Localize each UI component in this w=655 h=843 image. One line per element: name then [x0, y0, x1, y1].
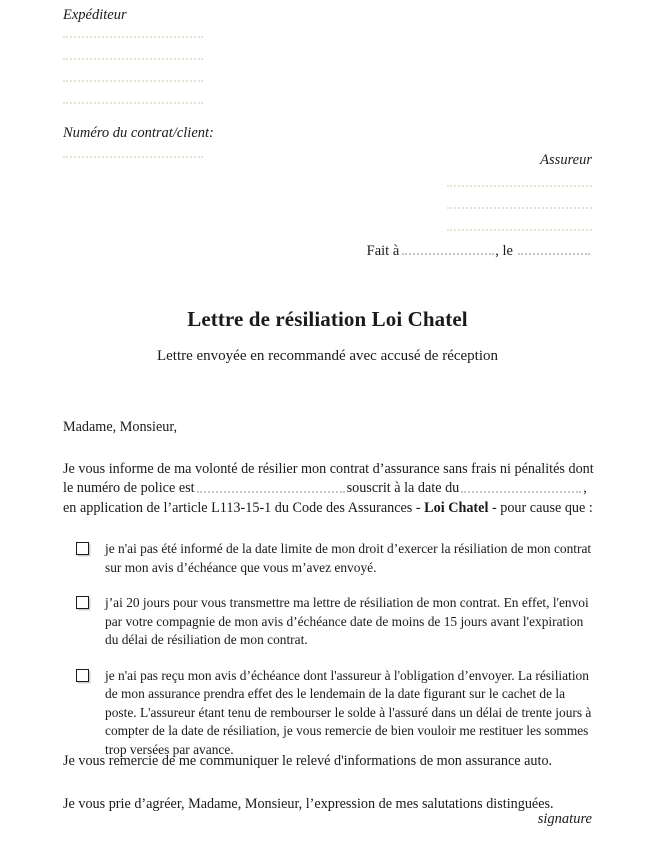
checkbox-icon[interactable] [76, 542, 89, 555]
option-label-1: je n'ai pas été informé de la date limite de mon droit d’exercer la résiliation de mon contrat sur mon avis d’échéance que vous m’avez envoyé. [105, 541, 592, 575]
intro-text-part-3: , [583, 480, 587, 496]
subscription-date-blank[interactable] [461, 480, 581, 493]
police-number-blank[interactable] [197, 480, 345, 493]
option-label-3: je n'ai pas reçu mon avis d’échéance dont l'assureur à l'obligation d’envoyer. La résiliation de mon assurance prendra effet des le lendemain de la date figurant sur le cachet de la poste. L'assureur étant tenu de rembourser le solde à l'assuré dans un délai de trente jours à compter de la date de résiliation, je vous remercie de bien vouloir me restituer les sommes trop versées par avance. [105, 667, 592, 757]
intro-text-part-1: Je vous informe de ma volonté de résilier mon contrat d’assurance sans frais ni pénalités dont le numéro de police est [63, 460, 594, 496]
sender-fill-line-3[interactable] [63, 80, 203, 82]
list-item[interactable] [63, 594, 595, 650]
place-fill-blank[interactable] [402, 253, 494, 255]
reason-options-list [63, 540, 595, 759]
closing-paragraph-2: Je vous prie d’agréer, Madame, Monsieur, l’expression de mes salutations distinguées. [63, 795, 554, 812]
insurer-fill-line-2[interactable] [447, 207, 592, 209]
page-subtitle: Lettre envoyée en recommandé avec accusé de réception [156, 348, 499, 364]
contract-number-fill-line[interactable] [63, 156, 203, 158]
contract-number-label: Numéro du contrat/client: [63, 125, 214, 141]
insurer-fill-line-3[interactable] [447, 229, 592, 231]
intro-text-part-5: - pour cause que : [491, 499, 593, 516]
list-item[interactable] [63, 667, 595, 760]
date-fill-blank[interactable] [518, 253, 590, 255]
letter-body [63, 418, 595, 759]
insurer-block [332, 151, 592, 251]
checkbox-icon[interactable] [76, 596, 89, 609]
list-item[interactable] [63, 540, 595, 577]
checkbox-icon[interactable] [76, 669, 89, 682]
intro-text-part-2: souscrit à la date du [346, 480, 460, 496]
sender-fill-line-1[interactable] [63, 36, 203, 38]
closing-block [63, 752, 595, 814]
place-date-row [367, 243, 592, 260]
option-label-2: j’ai 20 jours pour vous transmettre ma lettre de résiliation de mon contrat. En effet, l'envoi par votre compagnie de mon avis d’échéance date de moins de 15 jours avant l'expiration du délai de résiliation de mon contrat. [105, 595, 589, 647]
intro-paragraph [63, 460, 595, 519]
place-label: Fait à [366, 243, 400, 259]
date-label: , le [495, 243, 513, 259]
page-title: Lettre de résiliation Loi Chatel [187, 307, 468, 331]
checkbox-cell-3 [63, 667, 105, 682]
insurer-label: Assureur [540, 152, 592, 168]
intro-text-part-4: en application de l’article L113-15-1 du Code des Assurances - [63, 499, 421, 516]
salutation: Madame, Monsieur, [63, 419, 178, 435]
signature-label: signature [537, 811, 592, 827]
closing-paragraph-1: Je vous remercie de me communiquer le relevé d'informations de mon assurance auto. [63, 753, 553, 769]
sender-block [63, 6, 313, 158]
sender-fill-line-2[interactable] [63, 58, 203, 60]
insurer-fill-line-1[interactable] [447, 185, 592, 187]
insurer-fill-lines [332, 185, 592, 231]
law-name: Loi Chatel [424, 499, 489, 516]
sender-fill-line-4[interactable] [63, 102, 203, 104]
sender-fill-lines [63, 36, 313, 104]
checkbox-cell-1 [63, 540, 105, 555]
sender-label: Expéditeur [63, 7, 127, 23]
checkbox-cell-2 [63, 594, 105, 609]
